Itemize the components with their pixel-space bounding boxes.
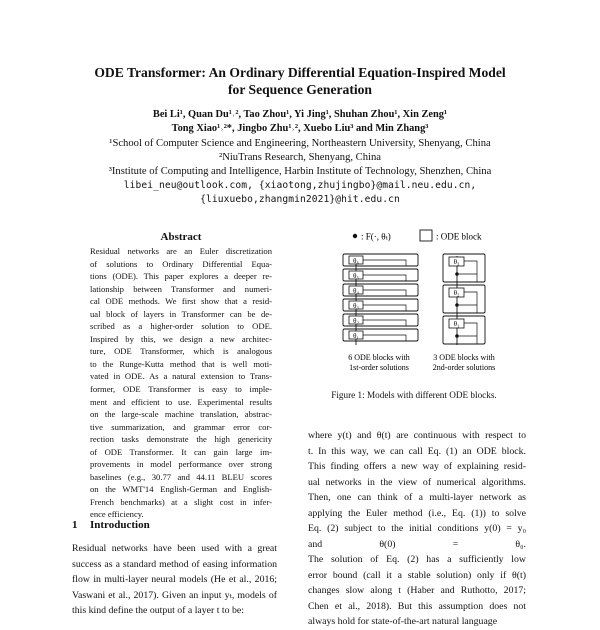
function-dot-icon <box>353 234 357 238</box>
abstract-line: former, ODE Transformer is easy to imple- <box>90 384 272 395</box>
legend-block-label: : ODE block <box>436 231 482 242</box>
abstract-line: ual block of layers in Transformer can be de- <box>90 308 272 319</box>
residual-path <box>363 305 406 311</box>
affiliation-2: ²NiuTrans Research, Shenyang, China <box>219 152 381 163</box>
residual-path <box>464 261 477 282</box>
right-column-body <box>308 428 526 630</box>
residual-path <box>363 260 406 266</box>
residual-path <box>363 335 406 341</box>
email-line1: libei_neu@outlook.com, {xiaotong,zhujingbo}@mail.neu.edu.cn, <box>123 180 477 191</box>
right-column-line: Eq. (2) subject to the initial conditions y(0) = y₀ <box>308 523 526 534</box>
theta-label: θ₂ <box>453 289 460 297</box>
function-dot <box>455 334 459 338</box>
paper-title-line2: for Sequence Generation <box>228 82 372 97</box>
right-column-line: where y(t) and θ(t) are continuous with respect to <box>308 430 526 441</box>
right-column-line: The solution of Eq. (2) has a sufficiently low <box>308 554 526 565</box>
left-diagram-label1: 6 ODE blocks with <box>348 353 410 362</box>
left-diagram <box>343 254 418 345</box>
introduction-line: success as a standard method of easing information <box>72 558 277 570</box>
theta-label: θ₁ <box>453 320 460 328</box>
right-column-line: t. In this way, we can call Eq. (1) an ODE block. <box>308 445 526 457</box>
right-diagram <box>443 254 485 345</box>
right-diagram-label2: 2nd-order solutions <box>432 363 496 372</box>
theta-label: θ₅ <box>353 272 359 280</box>
residual-path <box>363 320 406 326</box>
residual-path <box>363 290 406 296</box>
residual-path <box>464 292 477 313</box>
introduction-line: this kind define the output of a layer t to be: <box>72 605 244 616</box>
introduction-line: flow in multi-layer neural models (He et al., 2016; <box>72 574 277 585</box>
right-column-line: error bound (call it a stable solution) only if θ(t) <box>308 569 526 581</box>
abstract-line: tive summarization, and grammar error cor- <box>90 421 272 432</box>
function-dot <box>455 272 459 276</box>
ode-block-icon <box>420 230 432 241</box>
abstract-line: baselines (e.g., 30.77 and 44.11 BLEU scores <box>90 471 272 482</box>
abstract-line: ence efficiency. <box>90 509 144 520</box>
right-column-line: applying the Euler method (i.e., Eq. (1)) to solve <box>308 507 526 519</box>
theta-label: θ₃ <box>353 302 359 310</box>
email-line2: {liuxuebo,zhangmin2021}@hit.edu.cn <box>200 194 400 205</box>
affiliation-3: ³Institute of Computing and Intelligence, Harbin Institute of Technology, Shenzhen, China <box>108 166 492 177</box>
abstract-line: provements in model performance over strong <box>90 459 272 470</box>
introduction-line: Vaswani et al., 2017). Given an input yₜ, models of <box>72 589 277 601</box>
section-heading-introduction: Introduction <box>90 519 150 531</box>
residual-path <box>363 275 406 281</box>
abstract-line: on the WMT'14 English-German and English- <box>90 484 272 495</box>
theta-label: θ₂ <box>353 317 359 325</box>
abstract-line: scribed as a higher-order solution to ODE. <box>90 321 272 332</box>
abstract-line: rection tasks demonstrate the high genericity <box>90 434 272 445</box>
right-column-line: ual networks in the view of numerical algorithms. <box>308 476 526 488</box>
abstract-line: cal ODE methods. We first show that a resid- <box>90 296 272 307</box>
figure-1 <box>300 224 528 384</box>
theta-label: θ₁ <box>353 332 359 340</box>
theta-label: θ₄ <box>353 287 359 295</box>
abstract-line: Inspired by this, we design a new architec- <box>90 333 272 344</box>
residual-path <box>464 323 477 344</box>
paper-title-line1: ODE Transformer: An Ordinary Differential Equation-Inspired Model <box>94 65 506 80</box>
left-diagram-label2: 1st-order solutions <box>349 363 409 372</box>
abstract-line: French benchmarks) at a slight cost in infer- <box>90 496 272 507</box>
abstract-line: to the Runge-Kutta method that is well moti- <box>90 358 272 369</box>
legend-function-label: : F(·, θₜ) <box>361 231 391 242</box>
right-column-line: and θ(0) = θ₀. <box>308 538 526 550</box>
abstract-line: ture, ODE Transformer, which is analogous <box>90 346 272 357</box>
function-dot <box>455 303 459 307</box>
abstract-line: tions (ODE). This paper explores a deeper re- <box>90 271 272 282</box>
abstract-line: vated in ODE. As a natural extension to Trans- <box>90 371 272 382</box>
abstract-line: of ODE Transformer. It can gain large im- <box>90 446 272 457</box>
right-column-line: Then, one can think of a multi-layer network as <box>308 492 526 503</box>
right-diagram-label1: 3 ODE blocks with <box>433 353 495 362</box>
abstract-line: of solutions to Ordinary Differential Equa- <box>90 258 272 269</box>
theta-label: θ₃ <box>453 258 460 266</box>
right-column-line: always hold for state-of-the-art natural language <box>308 616 498 627</box>
theta-label: θ₆ <box>353 257 359 265</box>
right-column-line: Chen et al., 2018). But this assumption does not <box>308 600 526 612</box>
abstract-line: lationship between Transformer and numeri- <box>90 283 272 294</box>
introduction-body <box>72 541 277 619</box>
right-column-line: This finding offers a new way of explaining resid- <box>308 461 526 472</box>
abstract-line: Residual networks are an Euler discretization <box>90 246 272 256</box>
section-number: 1 <box>72 519 78 531</box>
abstract-line: on the large-scale machine translation, abstrac- <box>90 409 272 420</box>
introduction-line: Residual networks have been used with a great <box>72 543 277 554</box>
affiliation-1: ¹School of Computer Science and Engineering, Northeastern University, Shenyang, China <box>109 138 491 149</box>
abstract-body <box>90 245 272 521</box>
right-column-line: changes slow along t (Haber and Ruthotto, 2017; <box>308 585 526 596</box>
abstract-line: ment and efficient to use. Experimental results <box>90 396 272 407</box>
authors-line1: Bei Li¹, Quan Du¹˒², Tao Zhou¹, Yi Jing¹, Shuhan Zhou¹, Xin Zeng¹ <box>152 109 448 120</box>
abstract-heading: Abstract <box>160 231 202 243</box>
figure-caption: Figure 1: Models with different ODE blocks. <box>331 390 497 400</box>
authors-line2: Tong Xiao¹˒²*, Jingbo Zhu¹˒², Xuebo Liu³ and Min Zhang³ <box>171 123 429 134</box>
